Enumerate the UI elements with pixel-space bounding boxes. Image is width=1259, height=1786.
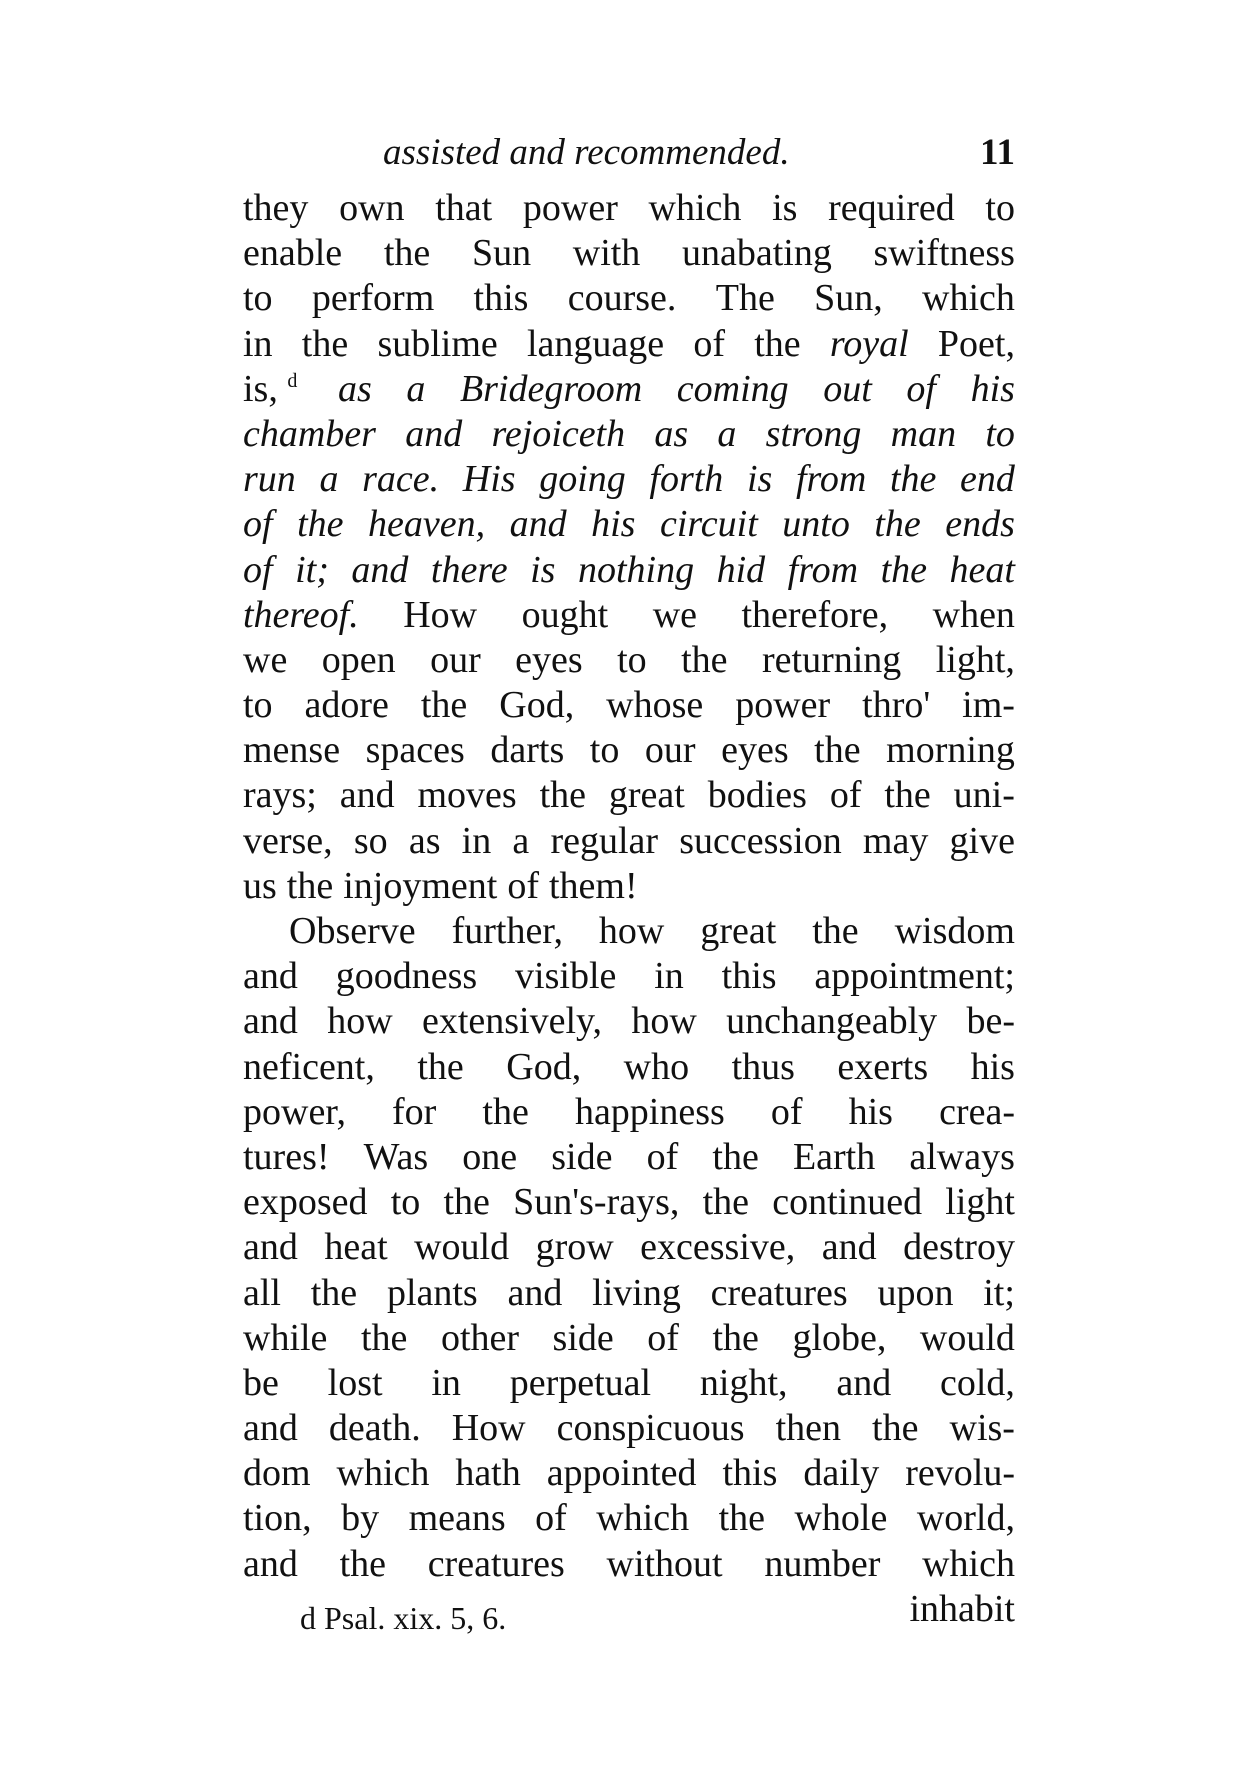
word: and	[351, 548, 409, 591]
word: and	[507, 1271, 563, 1314]
word: and	[243, 1226, 298, 1269]
word: a	[406, 367, 426, 410]
word: God,	[499, 684, 575, 727]
word: forth	[649, 458, 724, 501]
word: which	[596, 1497, 690, 1540]
word: enable	[243, 232, 343, 275]
word: who	[623, 1045, 690, 1088]
word: His	[462, 458, 516, 501]
word: Was	[363, 1135, 429, 1178]
word: hath	[455, 1452, 521, 1495]
text-line	[243, 593, 1015, 638]
word: God,	[506, 1045, 582, 1088]
word: side	[551, 1135, 613, 1178]
text-line	[243, 457, 1015, 502]
word: the	[286, 864, 334, 907]
word: unchangeably	[726, 1000, 938, 1043]
text-line	[243, 1271, 1015, 1316]
word: language	[526, 322, 665, 365]
word: the	[718, 1497, 766, 1540]
word: while	[243, 1316, 328, 1359]
word: returning	[762, 638, 902, 681]
word: tures!	[243, 1135, 330, 1178]
word: of	[646, 1135, 679, 1178]
word: swiftness	[873, 232, 1015, 275]
word: and	[339, 774, 395, 817]
word: the	[889, 458, 937, 501]
word: the	[884, 774, 931, 817]
word: to	[985, 187, 1015, 229]
word: it;	[295, 548, 329, 591]
word: thereof.	[243, 593, 359, 636]
word: and	[243, 1000, 298, 1043]
word: give	[949, 819, 1015, 862]
word: grow	[535, 1226, 614, 1269]
word: dom	[243, 1452, 311, 1495]
word: out	[823, 367, 872, 410]
word: eyes	[515, 638, 583, 681]
word: from	[795, 458, 867, 501]
word: be-	[966, 1000, 1015, 1043]
word: they	[243, 187, 309, 229]
word: morning	[886, 729, 1015, 772]
word: of	[507, 864, 539, 907]
word: the	[712, 1316, 759, 1359]
word: we	[652, 593, 697, 636]
word: the	[443, 1181, 490, 1224]
word: is	[530, 548, 556, 591]
word: how	[598, 910, 665, 952]
word: daily	[803, 1452, 880, 1495]
word: power	[522, 187, 618, 229]
word: a	[319, 458, 339, 501]
word: rejoiceth	[491, 412, 626, 455]
word: living	[592, 1271, 681, 1314]
word: verse,	[243, 819, 333, 862]
footnote: d Psal. xix. 5, 6.	[300, 1600, 507, 1636]
word: which	[922, 1542, 1015, 1585]
word: great	[700, 910, 777, 952]
word: which	[648, 187, 742, 229]
text-line	[243, 864, 1015, 909]
word: may	[862, 819, 929, 862]
text-line	[243, 1496, 1015, 1541]
word: How	[451, 1407, 526, 1450]
word: of	[243, 503, 273, 546]
word: goodness	[335, 955, 478, 998]
text-line	[243, 1135, 1015, 1180]
word: extensively,	[421, 1000, 603, 1043]
word: the	[301, 322, 349, 365]
word: rays;	[243, 774, 317, 817]
word: of	[829, 774, 862, 817]
word: own	[339, 187, 405, 229]
text-line	[243, 999, 1015, 1044]
word: of	[535, 1497, 567, 1540]
footnote-marker: d	[287, 370, 298, 393]
word: conspicuous	[556, 1407, 745, 1450]
word: creatures	[710, 1271, 848, 1314]
word: be	[243, 1361, 279, 1404]
word: the	[539, 774, 587, 817]
text-line	[243, 1451, 1015, 1496]
text-line	[243, 367, 1015, 412]
word: globe,	[792, 1316, 887, 1359]
word: the	[874, 503, 921, 546]
word: the	[420, 684, 468, 727]
word: Sun,	[814, 277, 883, 320]
text-line	[243, 1180, 1015, 1225]
word: and	[243, 1542, 298, 1585]
text-line	[243, 502, 1015, 547]
word: spaces	[365, 729, 465, 772]
word: wis-	[949, 1407, 1015, 1450]
word: end	[960, 458, 1015, 501]
word: cold,	[940, 1361, 1015, 1404]
word: the	[754, 322, 801, 365]
word: in	[243, 322, 273, 365]
word: heat	[949, 548, 1015, 591]
word: excessive,	[640, 1226, 796, 1269]
word: unto	[782, 503, 850, 546]
word: is	[772, 187, 798, 229]
text-line	[243, 638, 1015, 683]
word: the	[417, 1045, 464, 1088]
word: im-	[962, 684, 1015, 727]
word: means	[408, 1497, 506, 1540]
word: the	[297, 503, 344, 546]
word: the	[814, 729, 861, 772]
word: heaven,	[368, 503, 486, 546]
text-line	[243, 773, 1015, 818]
word: ought	[521, 593, 609, 636]
word: of	[906, 367, 936, 410]
word: other	[440, 1316, 520, 1359]
word: regular	[550, 819, 659, 862]
running-title: assisted and recommended.	[383, 132, 790, 173]
word: exposed	[243, 1181, 368, 1224]
word: Observe	[289, 910, 416, 952]
word: to	[390, 1181, 421, 1224]
word: Sun	[471, 232, 532, 275]
text-line	[243, 322, 1015, 367]
word: in	[431, 1361, 461, 1404]
word: thus	[731, 1045, 795, 1088]
word: uni-	[953, 774, 1015, 817]
word: of	[647, 1316, 679, 1359]
word: would	[919, 1316, 1015, 1359]
word	[243, 367, 303, 412]
text-line	[243, 909, 1015, 954]
word: to	[243, 277, 273, 320]
word: and	[243, 955, 298, 998]
word: whole	[794, 1497, 888, 1540]
word: strong	[765, 412, 862, 455]
running-head	[243, 128, 1015, 178]
word: royal	[829, 322, 909, 365]
word: mense	[243, 729, 341, 772]
word: in	[654, 955, 684, 998]
word: bodies	[707, 774, 807, 817]
word: number	[764, 1542, 881, 1585]
word: and	[821, 1226, 877, 1269]
word: heat	[324, 1226, 388, 1269]
word: Earth	[792, 1135, 876, 1178]
word: as	[408, 819, 441, 862]
word: side	[552, 1316, 614, 1359]
word: there	[430, 548, 508, 591]
word: power,	[243, 1090, 346, 1133]
text-line	[243, 1542, 1015, 1587]
word: the	[880, 548, 928, 591]
text-line	[243, 412, 1015, 457]
word: and	[836, 1361, 892, 1404]
word: always	[909, 1135, 1015, 1178]
word: appointed	[546, 1452, 697, 1495]
word: death.	[328, 1407, 421, 1450]
word: creatures	[427, 1542, 565, 1585]
text-line	[243, 819, 1015, 864]
word: is,	[243, 367, 278, 410]
catchword: inhabit	[909, 1587, 1015, 1630]
word: succession	[679, 819, 842, 862]
word: to	[243, 684, 273, 727]
text-line	[243, 683, 1015, 728]
word: happiness	[574, 1090, 725, 1133]
word: coming	[676, 367, 789, 410]
word: Bridegroom	[459, 367, 643, 410]
word: injoyment	[343, 864, 498, 907]
word: to	[617, 638, 647, 681]
word: the	[310, 1271, 358, 1314]
word: man	[890, 412, 957, 455]
word: eyes	[721, 729, 789, 772]
word: which	[922, 277, 1015, 320]
word: light	[945, 1181, 1015, 1224]
word: crea-	[939, 1090, 1015, 1133]
word: course.	[567, 277, 677, 320]
word: thro'	[862, 684, 931, 727]
word: is	[746, 458, 773, 501]
word: and	[509, 503, 567, 546]
word: chamber	[243, 412, 376, 455]
word: our	[644, 729, 696, 772]
word: we	[243, 638, 288, 681]
word: visible	[515, 955, 617, 998]
word: the	[339, 1542, 386, 1585]
word: required	[828, 187, 955, 229]
text-line	[243, 1361, 1015, 1406]
word: whose	[606, 684, 704, 727]
word: the	[812, 910, 859, 952]
word: Poet,	[937, 322, 1015, 365]
word: light,	[935, 638, 1015, 681]
word: as	[654, 412, 689, 455]
word: circuit	[659, 503, 758, 546]
word: the	[712, 1135, 759, 1178]
word: race.	[362, 458, 440, 501]
word: perpetual	[509, 1361, 652, 1404]
word: this	[473, 277, 529, 320]
text-line	[243, 548, 1015, 593]
text-line	[243, 728, 1015, 773]
word: plants	[386, 1271, 478, 1314]
word: for	[392, 1090, 437, 1133]
word: tion,	[243, 1497, 312, 1540]
word: How	[403, 593, 478, 636]
word: continued	[772, 1181, 923, 1224]
word: power	[735, 684, 831, 727]
word: our	[430, 638, 481, 681]
word: neficent,	[243, 1045, 375, 1088]
text-line	[243, 1225, 1015, 1270]
word: would	[414, 1226, 510, 1269]
word: a	[512, 819, 530, 862]
text-line	[243, 186, 1015, 231]
word: exerts	[837, 1045, 929, 1088]
word: hid	[716, 548, 766, 591]
word: all	[243, 1271, 281, 1314]
word: a	[717, 412, 737, 455]
word: when	[932, 593, 1015, 636]
word: so	[353, 819, 388, 862]
word: adore	[304, 684, 389, 727]
word: The	[715, 277, 775, 320]
word: world,	[916, 1497, 1015, 1540]
word: how	[327, 1000, 393, 1043]
word: to	[985, 412, 1015, 455]
word: appointment;	[814, 955, 1015, 998]
word: unabating	[681, 232, 832, 275]
word: the	[360, 1316, 408, 1359]
word: then	[775, 1407, 841, 1450]
word: to	[589, 729, 620, 772]
word: his	[970, 1045, 1015, 1088]
word: revolu-	[905, 1452, 1015, 1495]
text-line	[243, 1045, 1015, 1090]
text-line	[243, 1406, 1015, 1451]
word: night,	[699, 1361, 788, 1404]
word: great	[608, 774, 685, 817]
word: with	[572, 232, 641, 275]
text-line	[243, 276, 1015, 321]
text-line	[243, 231, 1015, 276]
text-line	[243, 1090, 1015, 1135]
word: his	[591, 503, 636, 546]
word: the	[383, 232, 431, 275]
page-number: 11	[980, 132, 1015, 173]
word: therefore,	[741, 593, 889, 636]
word: wisdom	[894, 910, 1015, 952]
word: the	[681, 638, 728, 681]
word: run	[243, 458, 296, 501]
word: it;	[983, 1271, 1015, 1314]
word: Sun's-rays,	[513, 1181, 680, 1224]
word: and	[243, 1407, 298, 1450]
word: by	[341, 1497, 380, 1540]
word: which	[336, 1452, 430, 1495]
word: of	[770, 1090, 803, 1133]
word: upon	[877, 1271, 954, 1314]
word: open	[321, 638, 396, 681]
word: ends	[945, 503, 1015, 546]
word: of	[693, 322, 726, 365]
word: this	[722, 1452, 778, 1495]
word: moves	[417, 774, 517, 817]
word: lost	[327, 1361, 383, 1404]
word: in	[461, 819, 492, 862]
word: going	[539, 458, 626, 501]
word: his	[970, 367, 1015, 410]
word: one	[462, 1135, 518, 1178]
word: this	[721, 955, 777, 998]
word: that	[435, 187, 493, 229]
word: further,	[451, 910, 563, 952]
word: them!	[549, 864, 638, 907]
text-line	[243, 1316, 1015, 1361]
word: us	[243, 864, 277, 907]
word: and	[405, 412, 463, 455]
word: his	[848, 1090, 893, 1133]
body-text	[243, 186, 1015, 1632]
word: as	[337, 367, 372, 410]
word: darts	[490, 729, 565, 772]
word: perform	[311, 277, 435, 320]
word: how	[631, 1000, 697, 1043]
text-line	[243, 954, 1015, 999]
word: nothing	[577, 548, 695, 591]
word: of	[243, 548, 273, 591]
word: sublime	[377, 322, 498, 365]
word: from	[787, 548, 859, 591]
word: destroy	[903, 1226, 1015, 1269]
word: the	[702, 1181, 750, 1224]
word: the	[482, 1090, 529, 1133]
word: without	[606, 1542, 723, 1585]
word: the	[872, 1407, 919, 1450]
